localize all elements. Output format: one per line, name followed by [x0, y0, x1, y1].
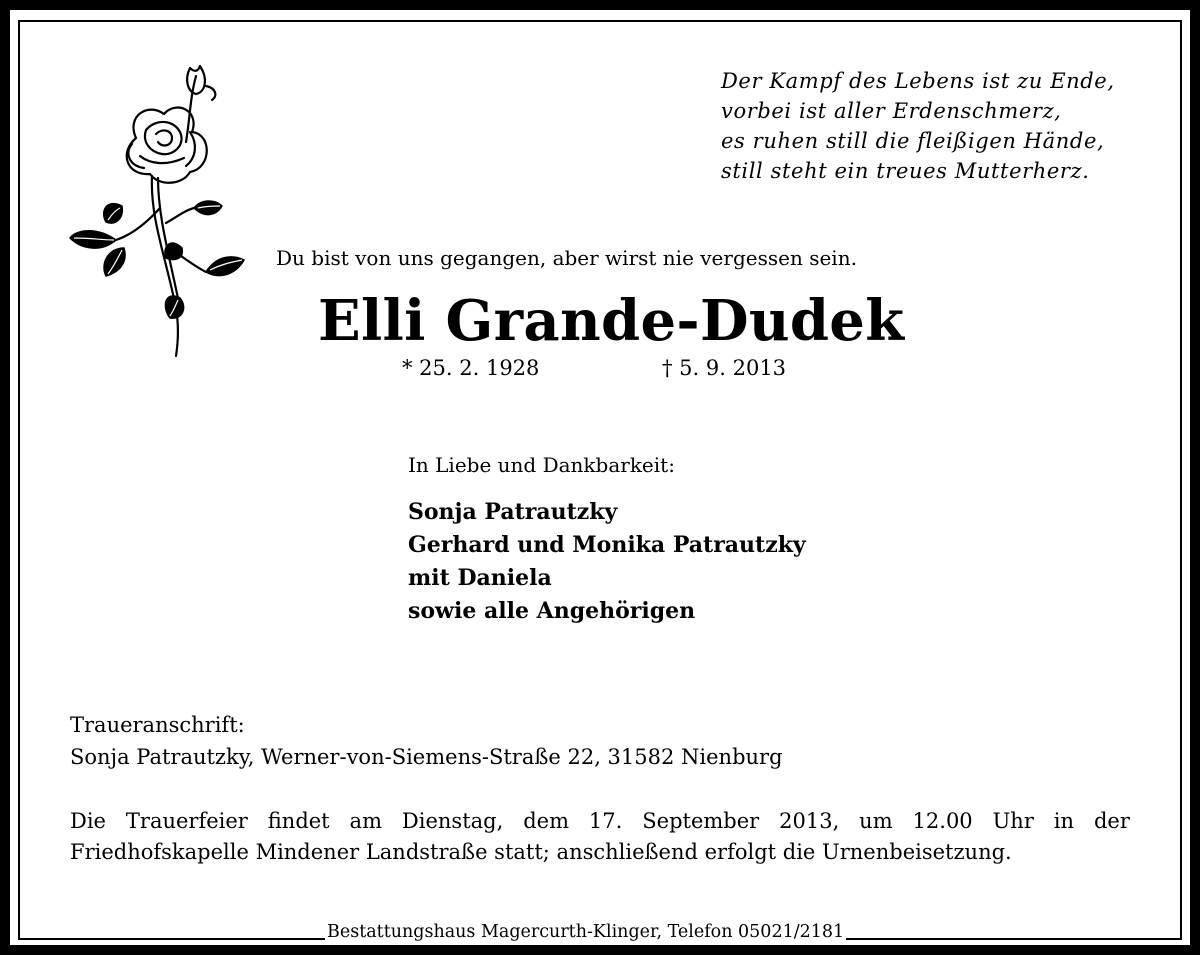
ceremony-notice [70, 806, 1130, 868]
poem-line: es ruhen still die fleißigen Hände, [721, 129, 1105, 153]
ceremony-word: in [1053, 809, 1075, 833]
death-date: † 5. 9. 2013 [662, 356, 787, 380]
thanks-line: In Liebe und Dankbarkeit: [408, 453, 675, 477]
funeral-home-footer: Bestattungshaus Magercurth-Klinger, Telefon 05021/2181 [327, 922, 845, 942]
ceremony-word: 2013, [779, 809, 840, 833]
ceremony-word: Trauerfeier [125, 809, 248, 833]
mourning-address: Sonja Patrautzky, Werner-von-Siemens-Straße 22, 31582 Nienburg [70, 745, 783, 769]
mourner-name: mit Daniela [408, 565, 552, 591]
poem [721, 66, 1151, 186]
poem-line: still steht ein treues Mutterherz. [721, 159, 1090, 183]
ceremony-word: um [859, 809, 893, 833]
ceremony-word: 12.00 [912, 809, 973, 833]
mourner-name: Sonja Patrautzky [408, 499, 618, 525]
mourner-name: sowie alle Angehörigen [408, 598, 696, 624]
address-label: Traueranschrift: [70, 713, 245, 737]
ceremony-line-1 [70, 806, 1130, 837]
ceremony-word: dem [523, 809, 569, 833]
mourners-list [408, 496, 806, 628]
ceremony-word: September [642, 809, 760, 833]
poem-line: vorbei ist aller Erdenschmerz, [721, 99, 1062, 123]
mourner-name: Gerhard und Monika Patrautzky [408, 532, 806, 558]
rose-icon [66, 58, 250, 358]
ceremony-word: Dienstag, [401, 809, 504, 833]
poem-line: Der Kampf des Lebens ist zu Ende, [721, 69, 1115, 93]
ceremony-word: findet [267, 809, 330, 833]
ceremony-word: Uhr [992, 809, 1034, 833]
ceremony-word: 17. [588, 809, 623, 833]
ceremony-word: am [349, 809, 382, 833]
intro-line: Du bist von uns gegangen, aber wirst nie vergessen sein. [276, 246, 857, 270]
birth-date: * 25. 2. 1928 [402, 356, 540, 380]
ceremony-word: Die [70, 809, 106, 833]
ceremony-word: der [1093, 809, 1130, 833]
ceremony-line-2: Friedhofskapelle Mindener Landstraße statt; anschließend erfolgt die Urnenbeisetzung. [70, 840, 1012, 864]
deceased-name: Elli Grande-Dudek [318, 288, 905, 354]
